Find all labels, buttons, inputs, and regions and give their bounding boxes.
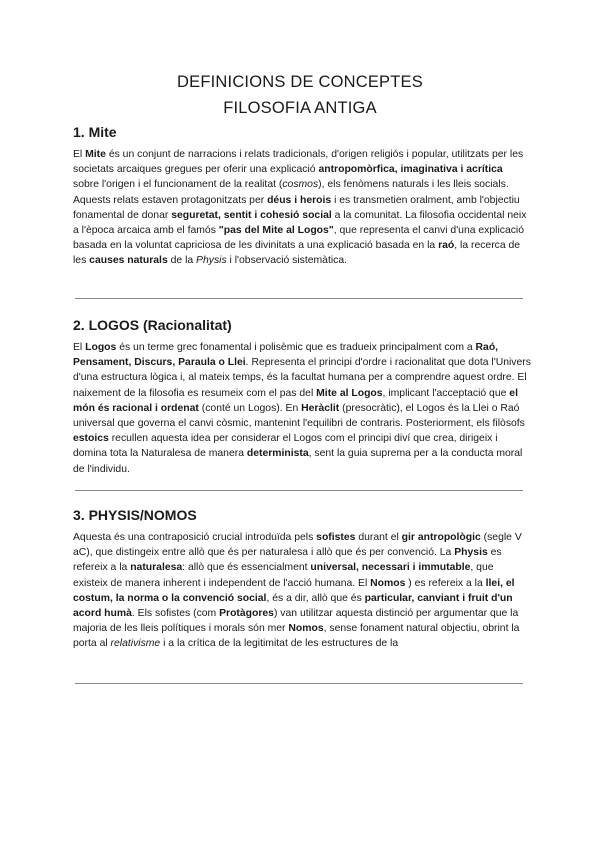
- section-paragraph: [73, 147, 531, 269]
- text-run: i l'observació sistemàtica.: [226, 255, 348, 267]
- text-run: , la recerca de les: [73, 240, 521, 267]
- bold-term: Raó, Pensament, Discurs, Paraula o Llei: [73, 342, 499, 369]
- bold-term: determinista: [246, 448, 309, 460]
- text-run: (conté un Logos). En: [198, 402, 302, 414]
- text-run: El: [73, 342, 86, 353]
- text-run: (segle V aC), que distingeix entre allò que és per naturalesa i allò que és per convenció. La: [73, 532, 522, 559]
- text-run: i a la crítica de la legitimitat de les estructures de la: [160, 638, 399, 650]
- text-run: durant el: [355, 532, 402, 543]
- bold-term: naturalesa: [130, 562, 183, 574]
- text-run: ) es refereix a la: [405, 577, 486, 589]
- document-title-line1: DEFINICIONS DE CONCEPTES: [177, 73, 423, 91]
- section-divider: [75, 490, 523, 491]
- text-run: Aquesta és una contraposició crucial introduïda pels: [73, 532, 317, 543]
- text-run: . Representa el principi d'ordre i racionalitat que dota l'Univers d'una estructura lògica i, al mateix temps, és la facultat humana per a comprendre aquest ordre. El naixement de la filosofia es resumeix com el pas del: [73, 357, 531, 399]
- text-run: , sense fonament natural objectiu, obrint la porta al: [73, 623, 520, 650]
- text-run: a la comunitat. La filosofia occidental neix a l'època arcaica amb el famós: [73, 209, 527, 237]
- section-paragraph: [73, 530, 531, 652]
- text-run: es refereix a la: [73, 547, 502, 574]
- bold-term: "pas del Mite al Logos": [218, 225, 334, 237]
- text-run: i es transmetien oralment, amb l'objectiu fonamental de donar: [73, 194, 520, 221]
- text-run: , implicant l'acceptació que: [382, 387, 510, 399]
- section-heading: 2. LOGOS (Racionalitat): [73, 317, 232, 333]
- bold-term: Physis: [454, 547, 488, 559]
- section-physis-nomos: [73, 506, 531, 652]
- text-run: . Els sofistes (com: [131, 608, 220, 620]
- document-title-line2: FILOSOFIA ANTIGA: [223, 99, 377, 117]
- bold-term: Mite al Logos: [316, 387, 383, 399]
- text-run: és un conjunt de narracions i relats tradicionals, d'origen religiós i popular, utilitzats per les societats arcaiques gregues per oferir una explicació: [73, 149, 524, 176]
- text-run: sobre l'origen i el funcionament de la realitat (: [73, 179, 283, 191]
- text-run: , que representa el canvi d'una explicació basada en la voluntat capriciosa de les divinitats a una explicació basada en la: [73, 225, 525, 252]
- bold-term: raó: [438, 240, 455, 252]
- bold-term: Nomos: [370, 577, 406, 589]
- bold-term: Nomos: [288, 623, 324, 635]
- bold-term: seguretat, sentit i cohesió social: [171, 209, 332, 221]
- section-logos: [73, 316, 531, 477]
- text-run: de la: [167, 255, 197, 267]
- text-run: , sent la guia suprema per a la conducta moral de l'individu.: [73, 448, 523, 475]
- bold-term: causes naturals: [89, 255, 168, 267]
- text-run: ), els fenòmens naturals i les lleis socials. Aquests relats estaven protagonitzats per: [73, 179, 509, 206]
- section-paragraph: [73, 340, 531, 477]
- bold-term: particular, canviant i fruit d'un acord humà: [73, 592, 513, 620]
- bold-term: Heràclit: [301, 402, 340, 414]
- italic-term: Physis: [196, 255, 227, 267]
- bold-term: universal, necessari i immutable: [310, 562, 471, 574]
- text-run: , és a dir, allò que és: [266, 592, 365, 604]
- bold-term: llei, el costum, la norma o la convenció social: [73, 577, 515, 604]
- bold-term: Mite: [85, 149, 106, 160]
- section-divider: [75, 298, 523, 299]
- section-heading: 3. PHYSIS/NOMOS: [73, 507, 197, 523]
- text-run: El: [73, 149, 86, 160]
- text-run: ) van utilitzar aquesta distinció per argumentar que la majoria de les lleis polítiques i morals són mer: [73, 608, 519, 635]
- italic-term: cosmos: [282, 179, 319, 191]
- text-run: , que existeix de manera inherent i independent de l'acció humana. El: [73, 562, 494, 589]
- bold-term: Logos: [85, 342, 117, 353]
- bold-term: el món és racional i ordenat: [73, 387, 518, 414]
- text-run: (presocràtic), el Logos és la Llei o Raó universal que governa el canvi còsmic, mantenint l'equilibri de contraris. Posteriorment, els filòsofs: [73, 402, 525, 430]
- text-run: recullen aquesta idea per considerar el Logos com el principi diví que crea, dirigeix i domina tota la Naturalesa de manera: [73, 433, 498, 460]
- bold-term: estoics: [73, 433, 109, 445]
- text-run: : allò que és essencialment: [182, 562, 311, 574]
- italic-term: relativisme: [110, 638, 161, 650]
- text-run: és un terme grec fonamental i polisèmic que es tradueix principalment com a: [116, 342, 476, 353]
- section-heading: 1. Mite: [73, 124, 117, 140]
- bold-term: déus i herois: [267, 194, 332, 206]
- bold-term: Protàgores: [219, 608, 274, 620]
- section-divider: [75, 683, 523, 684]
- bold-term: sofistes: [316, 532, 356, 543]
- bold-term: gir antropològic: [401, 532, 481, 543]
- bold-term: antropomòrfica, imaginativa i acrítica: [318, 164, 503, 176]
- section-mite: [73, 123, 531, 269]
